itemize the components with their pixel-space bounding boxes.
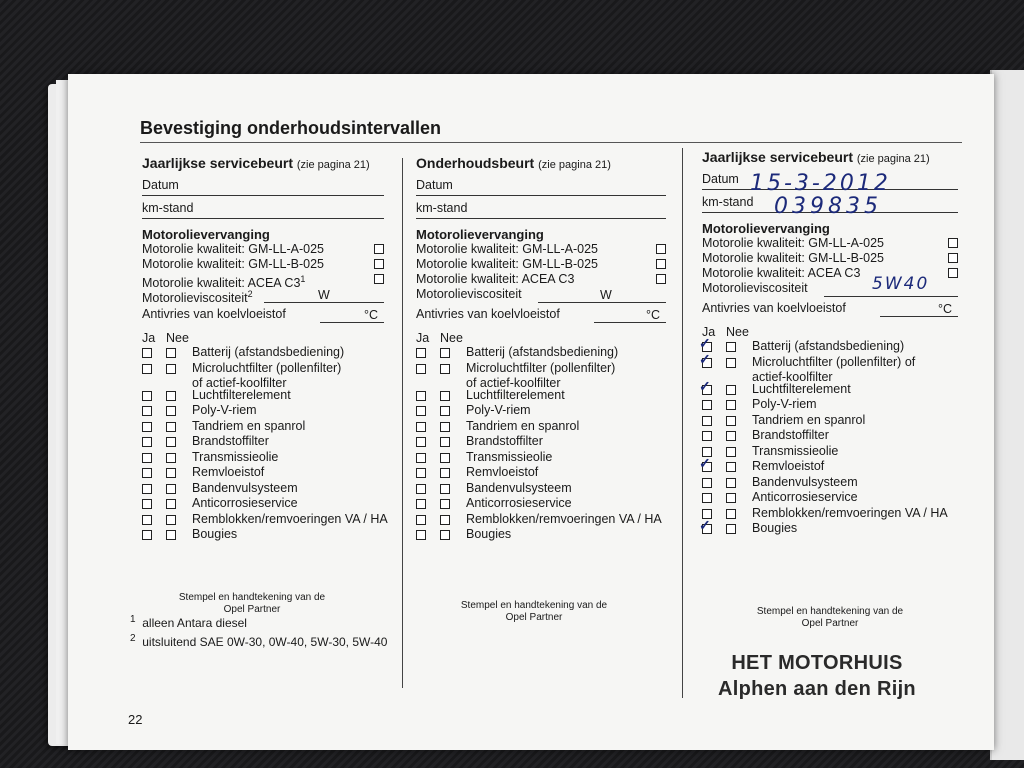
checklist-row (416, 345, 666, 361)
nee-checkbox[interactable] (726, 447, 736, 457)
checklist-item-label: Bandenvulsysteem (466, 480, 572, 495)
viscosity-label: Motorolieviscositeit (416, 287, 522, 301)
checklist-row (699, 517, 958, 537)
checklist-item-label: Brandstoffilter (192, 434, 269, 448)
nee-checkbox[interactable] (166, 515, 176, 525)
checklist-row (142, 419, 384, 435)
ja-checkbox[interactable] (416, 453, 426, 463)
km-field (416, 198, 666, 219)
checklist-item-label: Transmissieolie (192, 449, 279, 464)
ja-header: Ja (702, 325, 716, 339)
checklist-item-label: Poly-V-riem (752, 397, 817, 411)
datum-field (416, 175, 666, 196)
checklist-item-label: Remvloeistof (192, 465, 265, 479)
viscosity-line (824, 296, 958, 297)
nee-checkbox[interactable] (166, 364, 176, 374)
checklist-row (416, 388, 666, 404)
ja-checkbox[interactable] (142, 530, 152, 540)
column-heading (416, 156, 666, 173)
oil-quality-checkbox[interactable] (656, 259, 666, 269)
oil-quality-label: Motorolie kwaliteit: GM-LL-B-025 (142, 257, 325, 271)
ja-checkbox[interactable] (416, 530, 426, 540)
checklist-row (142, 388, 384, 404)
ja-checkbox[interactable] (142, 499, 152, 509)
ja-checkbox[interactable] (142, 391, 152, 401)
checklist-item-label: Bougies (466, 527, 512, 541)
column-heading (702, 150, 958, 167)
nee-checkbox[interactable] (166, 391, 176, 401)
booklet-page (68, 74, 994, 750)
ja-header: Ja (416, 331, 430, 345)
antifreeze-unit: °C (645, 308, 660, 322)
oil-change-heading: Motorolievervanging (416, 227, 544, 242)
antifreeze-unit: °C (937, 302, 952, 316)
antifreeze-label: Antivries van koelvloeistof (702, 301, 846, 315)
checklist-item-label: Transmissieolie (466, 449, 553, 464)
oil-quality-row (702, 251, 958, 266)
ja-checkbox[interactable] (416, 422, 426, 432)
viscosity-label: Motorolieviscositeit (142, 291, 248, 306)
ja-checkbox[interactable] (702, 400, 712, 410)
nee-checkbox[interactable] (440, 499, 450, 509)
nee-checkbox[interactable] (166, 406, 176, 416)
ja-checkbox[interactable] (142, 484, 152, 494)
ja-header: Ja (142, 331, 156, 345)
footnote-1: $^1$ alleen Antara diesel (130, 614, 247, 630)
nee-checkbox[interactable] (440, 484, 450, 494)
nee-checkbox[interactable] (726, 400, 736, 410)
checklist-item-label: Batterij (afstandsbediening) (192, 345, 345, 359)
column-heading (142, 156, 384, 173)
oil-quality-label: Motorolie kwaliteit: GM-LL-A-025 (702, 236, 885, 250)
nee-checkbox[interactable] (726, 358, 736, 368)
nee-checkbox[interactable] (440, 391, 450, 401)
handwritten-check-mark: ✓ (699, 377, 711, 394)
stamp-label: Stempel en handtekening van de Opel Partner (460, 600, 608, 623)
checklist-item-label: Microluchtfilter (pollenfilter) of actief-koolfilter (466, 360, 616, 390)
footnote-2: $^2$ uitsluitend SAE 0W-30, 0W-40, 5W-30, 5W-40 (130, 633, 388, 649)
oil-quality-row (416, 257, 666, 272)
nee-checkbox[interactable] (726, 342, 736, 352)
nee-header: Nee (166, 331, 189, 345)
checklist-row (699, 350, 958, 384)
checklist-row (702, 428, 958, 444)
oil-quality-row (416, 242, 666, 257)
checklist-item-label: Luchtfilterelement (752, 381, 851, 396)
datum-label: Datum (702, 172, 739, 186)
oil-quality-checkbox[interactable] (948, 238, 958, 248)
checklist-row (142, 361, 384, 388)
antifreeze-row (142, 307, 384, 323)
viscosity-unit: W (600, 288, 612, 302)
nee-checkbox[interactable] (440, 406, 450, 416)
nee-checkbox[interactable] (726, 478, 736, 488)
ja-checkbox[interactable] (142, 468, 152, 478)
nee-checkbox[interactable] (440, 530, 450, 540)
checklist-row (142, 434, 384, 450)
oil-quality-checkbox[interactable] (656, 274, 666, 284)
oil-quality-checkbox[interactable] (374, 259, 384, 269)
oil-quality-label: Motorolie kwaliteit: ACEA C3 (142, 276, 301, 291)
column-heading-note: (zie pagina 21) (538, 159, 611, 171)
checklist-item-label: Brandstoffilter (752, 428, 829, 442)
checklist-row (416, 512, 666, 528)
handwritten-check-mark: ✓ (699, 335, 711, 351)
checklist-header (142, 331, 384, 345)
service-column-3 (699, 149, 958, 537)
nee-checkbox[interactable] (440, 348, 450, 358)
oil-quality-label: Motorolie kwaliteit: GM-LL-B-025 (702, 251, 885, 265)
oil-quality-label: Motorolie kwaliteit: GM-LL-A-025 (142, 242, 325, 256)
nee-header: Nee (726, 325, 749, 339)
oil-quality-row (702, 236, 958, 251)
checklist-row (416, 361, 666, 388)
nee-checkbox[interactable] (726, 509, 736, 519)
checklist-item-label: Batterij (afstandsbediening) (752, 339, 905, 353)
checklist-item-label: Bandenvulsysteem (752, 474, 858, 489)
handwritten-check-mark: ✓ (699, 350, 711, 367)
checklist-row (416, 434, 666, 450)
checklist-row (142, 450, 384, 466)
checklist-row (142, 496, 384, 512)
oil-quality-label: Motorolie kwaliteit: ACEA C3 (702, 266, 861, 280)
right-page-edge (990, 70, 1024, 760)
antifreeze-row (702, 301, 958, 317)
checklist-row (142, 465, 384, 481)
checklist-item-label: Poly-V-riem (192, 403, 257, 417)
checklist-row (702, 444, 958, 460)
nee-checkbox[interactable] (440, 515, 450, 525)
oil-quality-row (142, 257, 384, 272)
km-field (702, 192, 958, 219)
oil-quality-checkbox[interactable] (948, 253, 958, 263)
stamp-label: Stempel en handtekening van de Opel Partner (178, 592, 326, 615)
checklist-item-label: Anticorrosieservice (466, 496, 572, 510)
oil-quality-checkbox[interactable] (374, 244, 384, 254)
checklist-header (416, 331, 666, 345)
oil-quality-checkbox[interactable] (948, 268, 958, 278)
oil-change-heading: Motorolievervanging (142, 227, 270, 242)
nee-checkbox[interactable] (166, 484, 176, 494)
datum-field (702, 169, 958, 196)
viscosity-row (416, 287, 666, 303)
ja-checkbox[interactable] (142, 422, 152, 432)
checklist-item-label: Tandriem en spanrol (752, 412, 866, 427)
checklist-row (416, 403, 666, 419)
oil-quality-row (142, 272, 384, 291)
checklist-item-label: Microluchtfilter (pollenfilter) of actief-koolfilter (752, 354, 916, 384)
ja-checkbox[interactable] (416, 348, 426, 358)
service-column-2 (416, 156, 666, 543)
viscosity-handwritten: 5W40 (872, 274, 930, 294)
checklist-item-label: Brandstoffilter (466, 434, 543, 448)
checklist-row (416, 419, 666, 435)
oil-quality-checkbox[interactable] (656, 244, 666, 254)
km-label: km-stand (416, 201, 468, 215)
ja-checkbox[interactable] (702, 431, 712, 441)
checklist-item-label: Remvloeistof (466, 465, 539, 479)
nee-checkbox[interactable] (166, 437, 176, 447)
checklist-row (142, 403, 384, 419)
nee-checkbox[interactable] (166, 530, 176, 540)
ja-checkbox[interactable] (416, 406, 426, 416)
column-heading-note: (zie pagina 21) (296, 159, 370, 171)
oil-quality-label: Motorolie kwaliteit: GM-LL-A-025 (416, 242, 599, 256)
checklist-item-label: Bougies (752, 521, 798, 535)
ja-checkbox[interactable] (416, 391, 426, 401)
handwritten-check-mark: ✓ (699, 455, 711, 471)
handwritten-check-mark: ✓ (699, 517, 711, 533)
column-heading-text: Jaarlijkse servicebeurt (702, 149, 853, 165)
ja-checkbox[interactable] (702, 493, 712, 503)
checklist-row (142, 345, 384, 361)
datum-label: Datum (142, 178, 179, 192)
checklist-item-label: Remvloeistof (752, 459, 825, 473)
oil-quality-checkbox[interactable] (374, 274, 384, 284)
page-number: 22 (128, 712, 143, 727)
nee-checkbox[interactable] (440, 364, 450, 374)
ja-checkbox[interactable] (142, 406, 152, 416)
ja-checkbox[interactable] (416, 515, 426, 525)
ja-checkbox[interactable] (142, 364, 152, 374)
oil-change-heading: Motorolievervanging (702, 221, 830, 236)
checklist-row (416, 496, 666, 512)
stamp-label: Stempel en handtekening van de Opel Partner (756, 606, 904, 629)
checklist-item-label: Bandenvulsysteem (192, 480, 298, 495)
checklist-item-label: Batterij (afstandsbediening) (466, 345, 619, 359)
checklist-item-label: Tandriem en spanrol (192, 418, 306, 433)
checklist-item-label: Poly-V-riem (466, 403, 531, 417)
checklist-row (702, 490, 958, 506)
checklist-row (702, 397, 958, 413)
checklist-row (702, 506, 958, 522)
nee-header: Nee (440, 331, 463, 345)
checklist-item-label: Luchtfilterelement (192, 387, 291, 402)
antifreeze-row (416, 307, 666, 323)
nee-checkbox[interactable] (726, 385, 736, 395)
viscosity-label: Motorolieviscositeit (702, 281, 808, 295)
km-handwritten: 039835 (774, 194, 882, 219)
ja-checkbox[interactable] (142, 453, 152, 463)
antifreeze-label: Antivries van koelvloeistof (142, 307, 286, 321)
column-divider (402, 158, 403, 688)
footnotes (130, 612, 387, 650)
footnote-ref: 2 (247, 289, 253, 299)
nee-checkbox[interactable] (166, 348, 176, 358)
service-column-1 (142, 155, 388, 543)
footnote-ref: 1 (300, 274, 306, 284)
nee-checkbox[interactable] (166, 422, 176, 432)
checklist-row (142, 511, 388, 528)
oil-quality-label: Motorolie kwaliteit: ACEA C3 (416, 272, 575, 286)
nee-checkbox[interactable] (440, 453, 450, 463)
checklist-row (702, 475, 958, 491)
nee-checkbox[interactable] (440, 437, 450, 447)
checklist-item-label: Luchtfilterelement (466, 387, 565, 402)
column-heading-note: (zie pagina 21) (856, 153, 930, 165)
page-title: Bevestiging onderhoudsintervallen (140, 118, 442, 138)
nee-checkbox[interactable] (726, 416, 736, 426)
km-label: km-stand (142, 201, 194, 215)
oil-quality-row (142, 242, 384, 257)
datum-field (142, 175, 384, 196)
oil-quality-row (416, 272, 666, 287)
checklist-row (142, 527, 384, 543)
nee-checkbox[interactable] (726, 431, 736, 441)
nee-checkbox[interactable] (166, 468, 176, 478)
column-divider (682, 148, 683, 698)
ja-checkbox[interactable] (702, 416, 712, 426)
checklist-item-label: Bougies (192, 527, 238, 541)
nee-checkbox[interactable] (726, 493, 736, 503)
column-heading-text: Onderhoudsbeurt (416, 155, 535, 171)
datum-handwritten: 15-3-2012 (750, 171, 891, 196)
checklist-row (699, 335, 958, 355)
checklist-row (416, 465, 666, 481)
viscosity-unit: W (318, 288, 330, 302)
checklist-item-label: Microluchtfilter (pollenfilter) of actief-koolfilter (192, 360, 342, 390)
ja-checkbox[interactable] (416, 468, 426, 478)
ja-checkbox[interactable] (142, 515, 152, 525)
datum-label: Datum (416, 178, 453, 192)
antifreeze-unit: °C (363, 308, 378, 322)
ja-checkbox[interactable] (416, 484, 426, 494)
checklist-item-label: Remblokken/remvoeringen VA / HA (752, 505, 948, 520)
title-rule (140, 142, 962, 143)
nee-checkbox[interactable] (166, 453, 176, 463)
nee-checkbox[interactable] (440, 422, 450, 432)
column-heading-text: Jaarlijkse servicebeurt (142, 155, 293, 171)
nee-checkbox[interactable] (726, 462, 736, 472)
ja-checkbox[interactable] (702, 478, 712, 488)
oil-quality-label: Motorolie kwaliteit: GM-LL-B-025 (416, 257, 599, 271)
ja-checkbox[interactable] (416, 437, 426, 447)
checklist-row (699, 455, 958, 475)
checklist-item-label: Transmissieolie (752, 443, 839, 458)
ja-checkbox[interactable] (142, 348, 152, 358)
checklist-header (702, 325, 958, 339)
checklist-item-label: Anticorrosieservice (192, 496, 298, 510)
checklist-item-label: Tandriem en spanrol (466, 418, 580, 433)
dealer-stamp: HET MOTORHUIS Alphen aan den Rijn (718, 652, 916, 700)
checklist-row (699, 377, 958, 398)
checklist-row (416, 481, 666, 497)
ja-checkbox[interactable] (416, 499, 426, 509)
viscosity-row (142, 287, 384, 306)
checklist-item-label: Remblokken/remvoeringen VA / HA (192, 511, 388, 526)
checklist-row (702, 413, 958, 429)
checklist-row (416, 450, 666, 466)
ja-checkbox[interactable] (416, 364, 426, 374)
km-label: km-stand (702, 195, 754, 209)
checklist-item-label: Remblokken/remvoeringen VA / HA (466, 511, 662, 526)
checklist-row (142, 481, 384, 497)
checklist-row (416, 527, 666, 543)
viscosity-row (702, 274, 958, 297)
ja-checkbox[interactable] (142, 437, 152, 447)
nee-checkbox[interactable] (726, 524, 736, 534)
km-field (142, 198, 384, 219)
antifreeze-label: Antivries van koelvloeistof (416, 307, 560, 321)
nee-checkbox[interactable] (166, 499, 176, 509)
nee-checkbox[interactable] (440, 468, 450, 478)
checklist-item-label: Anticorrosieservice (752, 490, 858, 504)
